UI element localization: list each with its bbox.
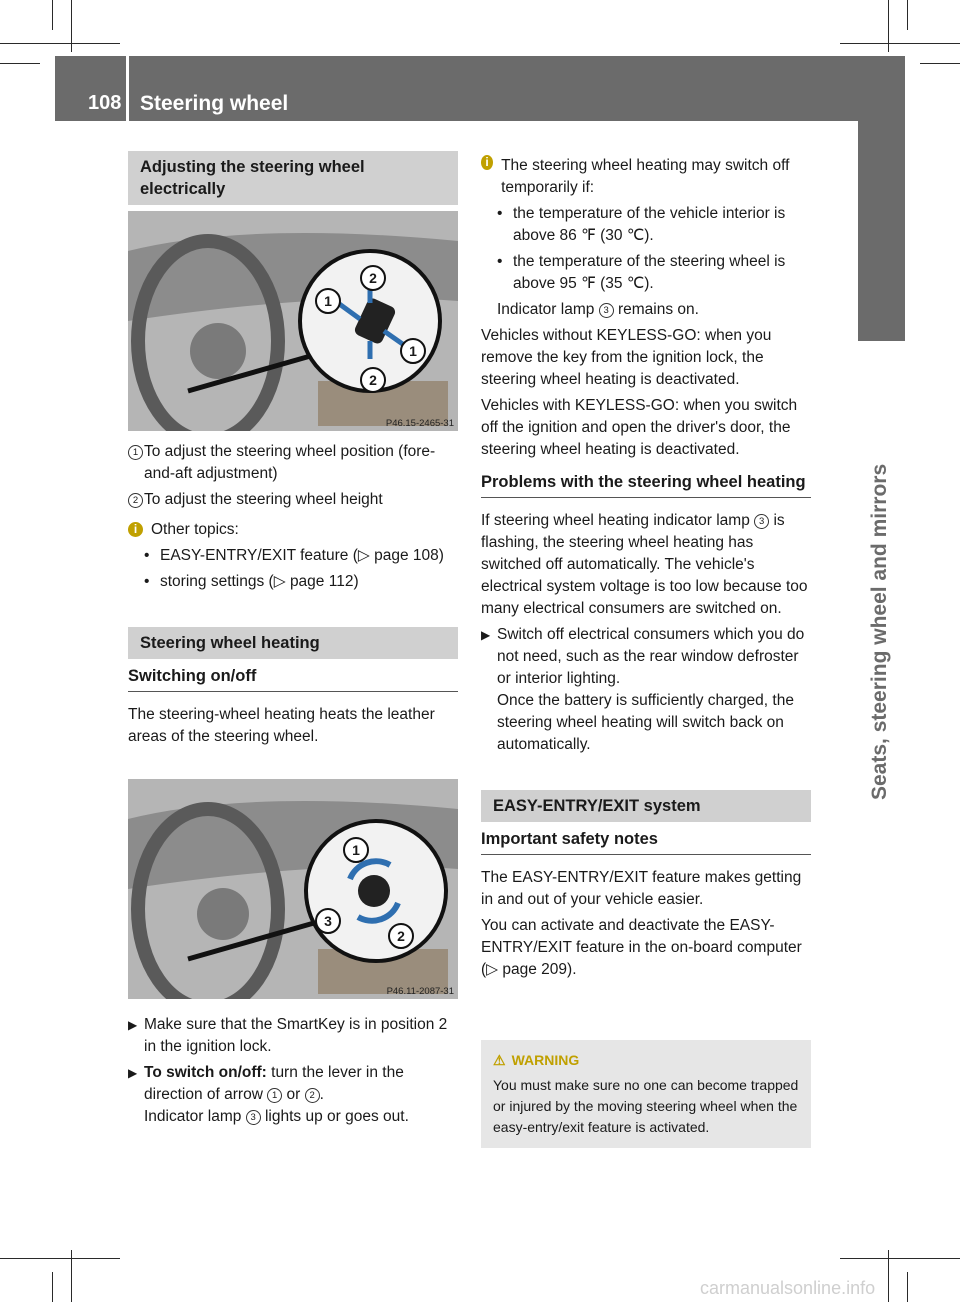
callout-marker-3: 3: [599, 303, 614, 318]
right-column: [481, 155, 811, 981]
step-arrow-icon: ▶: [128, 1066, 138, 1080]
callout-2: 2: [360, 265, 386, 291]
step: ▶ Make sure that the SmartKey is in position 2 in the ignition lock.: [128, 1014, 458, 1058]
footer-watermark: carmanualsonline.info: [700, 1278, 876, 1298]
crop-mark: [71, 0, 72, 52]
figure-code: P46.11-2087-31: [386, 986, 454, 997]
warning-title: WARNING: [511, 1052, 580, 1068]
section-title: Steering wheel: [140, 92, 289, 115]
crop-mark: [920, 63, 960, 64]
info-note: i The steering wheel heating may switch off temporarily if: • the temperature of the vehicle interior is above 86 ℉ (30 ℃). • the temperature of the steering wheel is above 95 ℉ (35 ℃). Indicator lamp 3 remains on.: [481, 155, 811, 321]
paragraph: You can activate and deactivate the EASY-ENTRY/EXIT feature in the on-board computer (▷ page 209).: [481, 917, 802, 978]
heating-lever-illustration: [128, 779, 458, 999]
crop-mark: [0, 63, 40, 64]
subheading-switching: Switching on/off: [128, 665, 458, 692]
info-bullet: • EASY-ENTRY/EXIT feature (▷ page 108): [144, 547, 444, 564]
callout-marker-3: 3: [754, 514, 769, 529]
legend-text: To adjust the steering wheel height: [144, 491, 383, 508]
heading-easy-entry: EASY-ENTRY/EXIT system: [481, 790, 811, 822]
crop-mark: [907, 1272, 908, 1302]
heading-heating: Steering wheel heating: [128, 627, 458, 659]
paragraph: Vehicles without KEYLESS-GO: when you remove the key from the ignition lock, the steering wheel heating is deactivated.: [481, 327, 772, 388]
figure-code: P46.15-2465-31: [385, 418, 454, 429]
page-number: 108: [88, 92, 122, 114]
crop-mark: [907, 0, 908, 30]
crop-mark: [52, 0, 53, 30]
callout-marker-3: 3: [246, 1110, 261, 1125]
warning-icon: ⚠: [493, 1052, 506, 1068]
info-title: Other topics:: [151, 521, 239, 538]
legend-item: [128, 441, 458, 485]
warning-text: You must make sure no one can become trapped or injured by the moving steering wheel when the easy-entry/exit feature is activated.: [493, 1077, 799, 1135]
callout-2: 2: [360, 367, 386, 393]
callout-2: 2: [388, 923, 414, 949]
figure-steering-adjust: [128, 211, 458, 431]
legend-text: To adjust the steering wheel position (fore-and-aft adjustment): [144, 443, 436, 482]
warning-box: [481, 1040, 811, 1148]
callout-3: 3: [315, 908, 341, 934]
step: ▶ To switch on/off: turn the lever in the direction of arrow 1 or 2 . Indicator lamp 3 lights up or goes out.: [128, 1062, 458, 1128]
figure-heating-lever: [128, 779, 458, 999]
paragraph: The steering-wheel heating heats the leather areas of the steering wheel.: [128, 706, 435, 745]
header-divider: [126, 56, 129, 121]
info-icon: i: [128, 522, 143, 537]
steering-adjust-illustration: [128, 211, 458, 431]
step-arrow-icon: ▶: [128, 1018, 138, 1032]
chapter-title: Seats, steering wheel and mirrors: [868, 463, 891, 800]
crop-mark: [0, 1258, 120, 1259]
crop-mark: [0, 43, 120, 44]
callout-1: 1: [315, 288, 341, 314]
crop-mark: [888, 0, 889, 52]
chapter-title-wrap: [868, 80, 908, 800]
subheading-safety: Important safety notes: [481, 828, 811, 855]
callout-marker-1: 1: [267, 1088, 282, 1103]
crop-mark: [840, 43, 960, 44]
paragraph: If steering wheel heating indicator lamp 3 is flashing, the steering wheel heating has switched off automatically. The vehicle's electrical system voltage is too low because too many electrical consumers are switched on.: [481, 512, 808, 617]
crop-mark: [71, 1250, 72, 1302]
crop-mark: [52, 1272, 53, 1302]
info-note: [128, 519, 458, 593]
callout-marker-2: 2: [128, 493, 143, 508]
crop-mark: [888, 1250, 889, 1302]
info-bullet: • the temperature of the vehicle interior is above 86 ℉ (30 ℃).: [497, 205, 786, 244]
legend-item: [128, 489, 458, 511]
info-bullet: • storing settings (▷ page 112): [144, 573, 359, 590]
callout-marker-2: 2: [305, 1088, 320, 1103]
callout-marker-1: 1: [128, 445, 143, 460]
step: ▶ Switch off electrical consumers which you do not need, such as the rear window defroster or interior lighting. Once the battery is sufficiently charged, the steering wheel heating will switch back on automatically.: [481, 624, 811, 756]
paragraph: Vehicles with KEYLESS-GO: when you switch off the ignition and open the driver's door, the steering wheel heating is deactivated.: [481, 397, 798, 458]
info-icon: i: [481, 155, 493, 170]
subheading-problems: Problems with the steering wheel heating: [481, 471, 811, 498]
paragraph: The EASY-ENTRY/EXIT feature makes getting in and out of your vehicle easier.: [481, 869, 802, 908]
left-steps: [128, 1014, 458, 1128]
left-column: [128, 151, 458, 205]
heading-adjusting: Adjusting the steering wheel electrically: [128, 151, 458, 205]
callout-1: 1: [400, 338, 426, 364]
step-arrow-icon: ▶: [481, 628, 491, 642]
callout-1: 1: [343, 837, 369, 863]
left-column-text: [128, 441, 458, 748]
crop-mark: [840, 1258, 960, 1259]
info-bullet: • the temperature of the steering wheel is above 95 ℉ (35 ℃).: [497, 253, 786, 292]
